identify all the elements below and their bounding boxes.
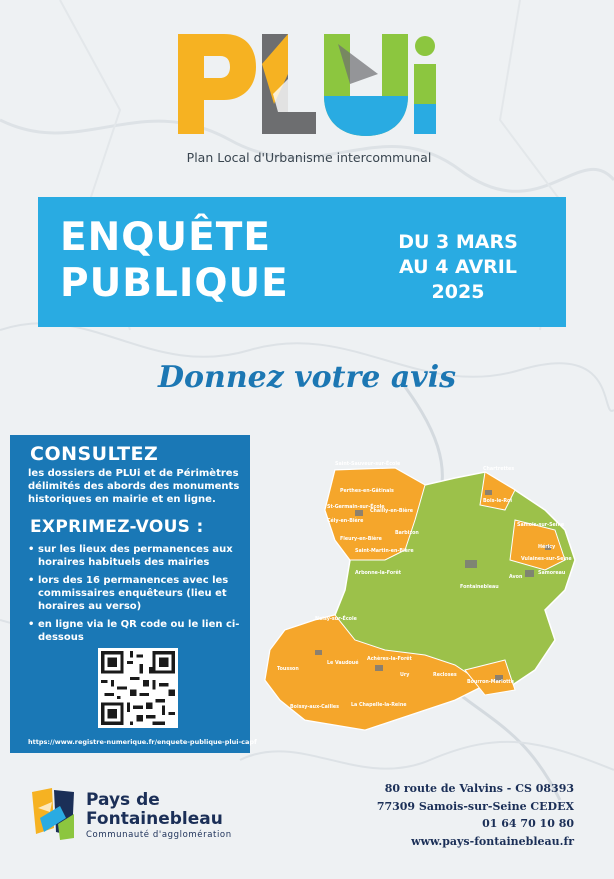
svg-text:Vulaines-sur-Seine: Vulaines-sur-Seine (521, 557, 572, 562)
express-heading: EXPRIMEZ-VOUS : (30, 517, 204, 537)
svg-text:Barbizon: Barbizon (395, 531, 419, 536)
brand-line2: Fontainebleau (86, 809, 223, 829)
svg-text:Achères-la-Forêt: Achères-la-Forêt (367, 657, 412, 662)
banner-title (60, 215, 289, 307)
date-line3: 2025 (431, 281, 485, 303)
svg-text:Recloses: Recloses (433, 673, 457, 678)
svg-text:Le Vaudoué: Le Vaudoué (327, 661, 359, 666)
phone-number[interactable]: 01 64 70 10 80 (482, 817, 574, 830)
website-link[interactable]: www.pays-fontainebleau.fr (411, 834, 574, 848)
svg-text:Fontainebleau: Fontainebleau (460, 585, 499, 590)
enquete-banner (38, 197, 566, 327)
svg-text:Ury: Ury (400, 673, 410, 678)
list-item: • sur les lieux des permanences aux horaires habituels des mairies (28, 543, 250, 569)
svg-text:Fleury-en-Bière: Fleury-en-Bière (340, 537, 382, 542)
date-line2: AU 4 AVRIL (399, 256, 517, 278)
svg-text:Chailly-en-Bière: Chailly-en-Bière (370, 509, 414, 514)
info-box (10, 435, 257, 753)
banner-title-line1: ENQUÊTE (60, 215, 271, 260)
svg-text:Cély-en-Bière: Cély-en-Bière (327, 519, 364, 524)
svg-text:Tousson: Tousson (277, 667, 299, 672)
svg-text:Boissy-aux-Cailles: Boissy-aux-Cailles (290, 705, 339, 710)
list-item: • lors des 16 permanences avec les commissaires enquêteurs (lieu et horaires au verso) (28, 574, 250, 613)
svg-text:Héricy: Héricy (538, 545, 556, 550)
address-line1: 80 route de Valvins - CS 08393 (384, 782, 574, 795)
consult-heading: CONSULTEZ (30, 443, 159, 465)
svg-text:Bois-le-Roi: Bois-le-Roi (483, 499, 512, 504)
list-item: • en ligne via le QR code ou le lien ci-dessous (28, 618, 250, 644)
svg-text:Noisy-sur-École: Noisy-sur-École (315, 617, 357, 622)
svg-text:Saint-Sauveur-sur-École: Saint-Sauveur-sur-École (335, 462, 401, 467)
svg-text:Chartrettes: Chartrettes (483, 467, 515, 472)
svg-text:St-Germain-sur-École: St-Germain-sur-École (327, 505, 385, 510)
express-list (28, 543, 250, 649)
svg-text:Bourron-Marlotte: Bourron-Marlotte (467, 680, 514, 685)
tagline: Donnez votre avis (157, 360, 456, 395)
address-line2: 77309 Samois-sur-Seine CEDEX (376, 799, 574, 813)
svg-text:Arbonne-la-Forêt: Arbonne-la-Forêt (355, 571, 402, 576)
banner-dates (368, 230, 548, 305)
territory-map (255, 450, 585, 740)
registry-link[interactable]: https://www.registre-numerique.fr/enquete-publique-plui-capf (28, 738, 257, 746)
svg-text:La Chapelle-la-Reine: La Chapelle-la-Reine (351, 703, 407, 708)
banner-title-line2: PUBLIQUE (60, 261, 289, 306)
brand-line3: Communauté d'agglomération (86, 830, 232, 840)
date-line1: DU 3 MARS (398, 231, 518, 253)
svg-text:Samoreau: Samoreau (538, 571, 566, 576)
svg-text:Samois-sur-Seine: Samois-sur-Seine (517, 523, 565, 528)
svg-text:Avon: Avon (509, 575, 523, 580)
consult-text: les dossiers de PLUi et de Périmètres délimités des abords des monuments historiques en mairie et en ligne. (28, 468, 240, 505)
contact-block (377, 780, 574, 850)
plui-logo (178, 34, 438, 152)
svg-text:Saint-Martin-en-Bière: Saint-Martin-en-Bière (355, 549, 414, 554)
brand-line1: Pays de (86, 790, 160, 810)
plui-subtitle: Plan Local d'Urbanisme intercommunal (186, 150, 432, 165)
qr-code[interactable] (98, 648, 178, 728)
svg-text:Perthes-en-Gâtinais: Perthes-en-Gâtinais (340, 489, 394, 494)
